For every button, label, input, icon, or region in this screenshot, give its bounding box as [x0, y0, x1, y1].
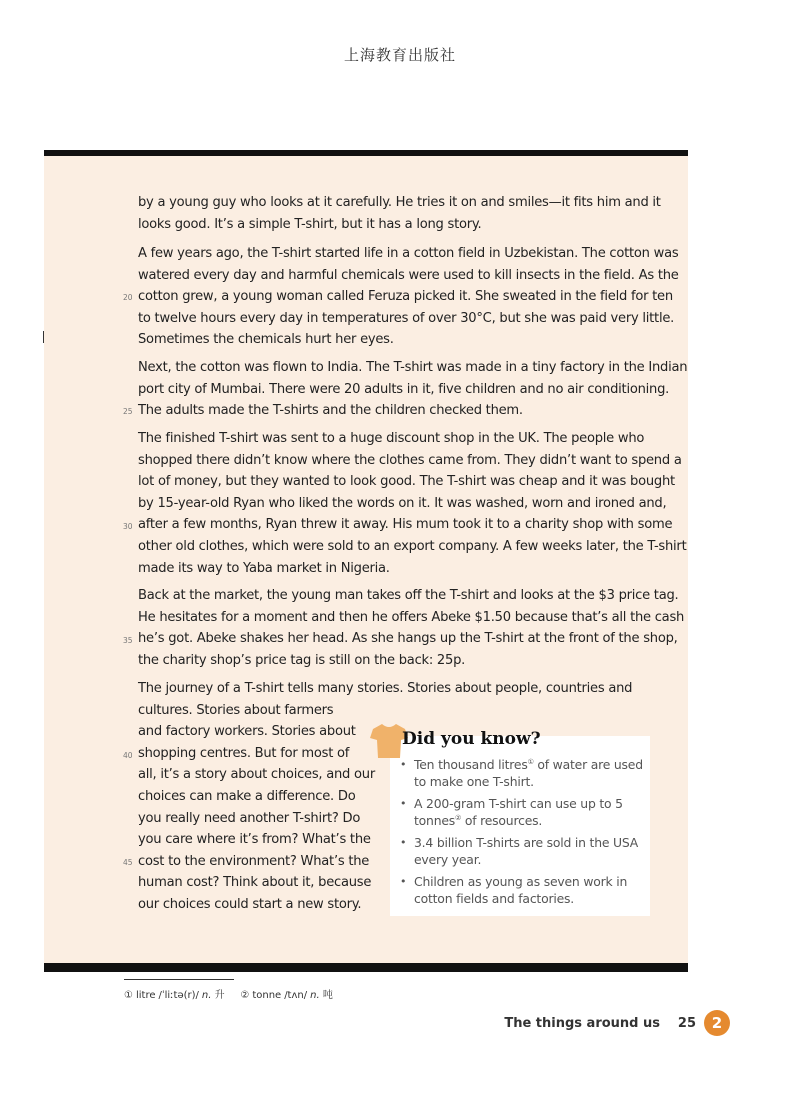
line-number: 20: [123, 293, 133, 302]
text-line: made its way to Yaba market in Nigeria.: [138, 560, 390, 576]
text-line: the charity shop’s price tag is still on the back: 25p.: [138, 652, 466, 668]
text-line: choices can make a difference. Do: [138, 788, 356, 804]
fact-text: Ten thousand litres: [414, 757, 528, 772]
paragraph-5: [138, 585, 685, 671]
line-number: 25: [123, 407, 133, 416]
running-footer: [500, 1014, 730, 1038]
text-line: all, it’s a story about choices, and our: [138, 767, 375, 783]
text-line: by 15-year-old Ryan who liked the words on it. It was washed, worn and ironed and,: [138, 495, 667, 511]
text-line: Next, the cotton was flown to India. The T-shirt was made in a tiny factory in the Indian: [138, 360, 688, 375]
paragraph-4: [138, 428, 687, 579]
publisher-name: 上海教育出版社: [343, 46, 456, 64]
fact-item: [400, 834, 648, 868]
text-line: lot of money, but they wanted to look good. The T-shirt was cheap and it was bought: [138, 474, 675, 490]
text-line: Back at the market, the young man takes off the T-shirt and looks at the $3 price tag.: [138, 588, 679, 603]
did-you-know-list: [400, 756, 648, 912]
text-line: shopping centres. But for most of: [138, 745, 350, 761]
fact-item: [400, 873, 648, 907]
fact-text: of water are used to make one T-shirt.: [414, 757, 643, 789]
footnote-rule: [124, 979, 234, 980]
text-line: The adults made the T-shirts and the children checked them.: [138, 403, 523, 419]
text-line: human cost? Think about it, because: [138, 875, 372, 891]
footnote-ipa: /ˈliːtə(r)/: [158, 990, 199, 1001]
line-number: 40: [123, 751, 133, 760]
footnotes: [124, 986, 336, 1001]
fact-text: Children as young as seven work in cotton fields and factories.: [414, 874, 628, 906]
footnote-mark: ①: [124, 990, 133, 1001]
text-line: you care where it’s from? What’s the: [138, 832, 371, 848]
footnote-pos: n.: [201, 990, 212, 1001]
fact-text: of resources.: [461, 813, 543, 828]
text-line: cotton grew, a young woman called Feruza picked it. She sweated in the field for ten: [138, 289, 673, 305]
did-you-know-title: Did you know?: [402, 729, 541, 749]
footnote-word: litre: [135, 990, 156, 1001]
line-number: 30: [123, 522, 133, 531]
fact-item: [400, 795, 648, 829]
footnote-word: tonne: [252, 990, 282, 1001]
text-line: he’s got. Abeke shakes her head. As she hangs up the T-shirt at the front of the shop,: [138, 631, 678, 647]
text-line: other old clothes, which were sold to an export company. A few weeks later, the T-shirt: [138, 538, 687, 554]
footnote-meaning: 升: [214, 990, 225, 1001]
text-line: and factory workers. Stories about: [138, 724, 356, 740]
fact-item: [400, 756, 648, 790]
footnote-meaning: 吨: [322, 990, 333, 1001]
fact-text: 3.4 billion T-shirts are sold in the USA every year.: [414, 835, 639, 867]
text-line: The finished T-shirt was sent to a huge discount shop in the UK. The people who: [138, 431, 645, 446]
paragraph-1: [138, 192, 661, 235]
page-number: 25: [677, 1016, 696, 1031]
text-line: you really need another T-shirt? Do: [138, 810, 361, 826]
line-number: 35: [123, 636, 133, 645]
footnote-mark: ②: [240, 990, 250, 1001]
text-line: shopped there didn’t know where the clothes came from. They didn’t want to spend a: [138, 452, 682, 468]
text-line: cultures. Stories about farmers: [138, 702, 334, 718]
footnote-mark: ②: [455, 813, 462, 822]
text-line: port city of Mumbai. There were 20 adults in it, five children and no air conditioning.: [138, 381, 670, 397]
text-line: by a young guy who looks at it carefully. He tries it on and smiles—it fits him and it: [138, 195, 661, 210]
margin-mark: [43, 331, 44, 343]
text-line: Sometimes the chemicals hurt her eyes.: [138, 332, 394, 348]
footnote-mark: ①: [527, 757, 534, 766]
text-line: to twelve hours every day in temperatures of over 30°C, but she was paid very little.: [138, 310, 675, 326]
text-line: He hesitates for a moment and then he offers Abeke $1.50 because that’s all the cash: [138, 609, 685, 625]
fact-text: A 200-gram T-shirt can use up to 5 tonnes: [414, 796, 623, 828]
text-line: our choices could start a new story.: [138, 896, 362, 912]
text-line: after a few months, Ryan threw it away. His mum took it to a charity shop with some: [138, 517, 673, 533]
text-line: The journey of a T-shirt tells many stories. Stories about people, countries and: [138, 681, 633, 696]
footnote-ipa: /tʌn/: [284, 990, 308, 1001]
line-number: 45: [123, 858, 133, 867]
text-line: A few years ago, the T-shirt started life in a cotton field in Uzbekistan. The cotton was: [138, 246, 679, 261]
paragraph-3: [138, 357, 688, 422]
unit-badge: 2: [704, 1010, 730, 1036]
text-line: cost to the environment? What’s the: [138, 853, 370, 869]
text-line: looks good. It’s a simple T-shirt, but it has a long story.: [138, 216, 482, 232]
footnote-pos: n.: [310, 990, 320, 1001]
unit-title: The things around us: [504, 1016, 660, 1031]
paragraph-2: [138, 243, 679, 351]
text-line: watered every day and harmful chemicals were used to kill insects in the field. As the: [138, 267, 679, 283]
